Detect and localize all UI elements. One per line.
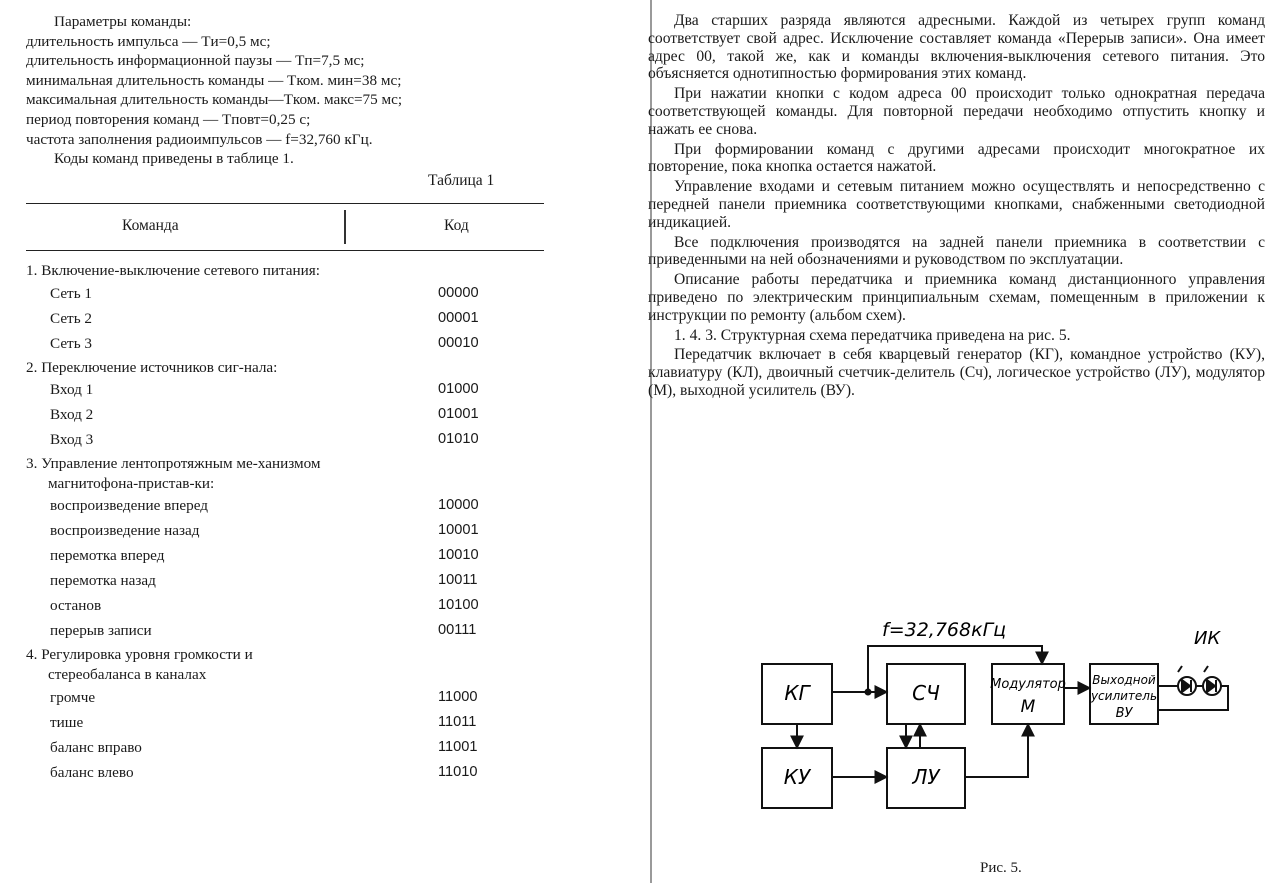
label-amp-1: Выходной	[1092, 673, 1156, 687]
label-kg: КГ	[784, 681, 810, 705]
table-row	[26, 306, 544, 331]
command-code: 10000	[438, 497, 479, 514]
table-row	[26, 710, 544, 735]
command-name: останов	[50, 597, 102, 615]
table-row	[26, 281, 544, 306]
table-caption: Таблица 1	[428, 172, 495, 189]
table-row	[26, 618, 544, 643]
command-name: баланс влево	[50, 763, 134, 781]
paragraph: Управление входами и сетевым питанием можно осуществлять и непосредственно с передней панели приемника соответствующими кнопками, снабженными светодиодной индикацией.	[648, 178, 1265, 231]
command-group-title: 4. Регулировка уровня громкости и стереобаланса в каналах	[26, 646, 253, 683]
command-code: 11011	[438, 713, 477, 730]
param-line: длительность импульса — Tи=0,5 мс;	[26, 32, 271, 50]
command-name: Сеть 1	[50, 284, 93, 302]
table-row	[26, 543, 544, 568]
label-modulator: Модулятор	[990, 677, 1066, 692]
paragraph: Описание работы передатчика и приемника команд дистанционного управления приведено по электрическим принципиальным схемам, помещенным в приложении к инструкции по ремонту (альбом схем).	[648, 271, 1265, 324]
command-name: Вход 1	[50, 381, 94, 399]
command-code: 10001	[438, 522, 479, 539]
command-code: 00000	[438, 284, 479, 301]
param-line: максимальная длительность команды—Tком. макс=75 мс;	[26, 91, 403, 109]
command-name: воспроизведение назад	[50, 522, 200, 540]
label-lu: ЛУ	[912, 765, 940, 789]
command-name: баланс вправо	[50, 738, 142, 756]
table-row	[26, 427, 544, 452]
label-modulator-m: М	[1020, 697, 1036, 717]
command-code: 11000	[438, 688, 478, 705]
command-name: перемотка вперед	[50, 547, 165, 565]
table-row	[26, 518, 544, 543]
table-header	[26, 204, 544, 250]
paragraph: Передатчик включает в себя кварцевый генератор (КГ), командное устройство (КУ), клавиатуру (КЛ), двоичный счетчик-делитель (Сч), логическое устройство (ЛУ), модулятор (М), выходной усилитель (ВУ).	[648, 346, 1265, 399]
command-parameters	[26, 12, 586, 169]
command-code: 00010	[438, 334, 479, 351]
params-heading: Параметры команды:	[54, 13, 192, 30]
table-row	[26, 493, 544, 518]
header-command: Команда	[122, 217, 179, 234]
command-name: перерыв записи	[50, 622, 152, 640]
param-line: длительность информационной паузы — Tп=7,5 мс;	[26, 52, 365, 70]
command-group-title: 2. Переключение источников сиг-нала:	[26, 358, 278, 376]
param-line: частота заполнения радиоимпульсов — f=32,760 кГц.	[26, 130, 373, 148]
label-amp-3: ВУ	[1115, 706, 1133, 721]
param-line: минимальная длительность команды — Tком. мин=38 мс;	[26, 71, 402, 89]
paragraph: 1. 4. 3. Структурная схема передатчика приведена на рис. 5.	[674, 326, 1071, 344]
body-text	[648, 12, 1265, 402]
command-name: тише	[50, 713, 84, 731]
figure-caption: Рис. 5.	[980, 860, 1022, 876]
command-code: 10011	[438, 572, 478, 589]
frequency-label: f=32,768кГц	[882, 619, 1007, 641]
table-row	[26, 402, 544, 427]
param-line: период повторения команд — Tповт=0,25 с;	[26, 110, 311, 128]
paragraph: При нажатии кнопки с кодом адреса 00 происходит только однократная передача соответствующей команды. Для повторной передачи необходимо отпустить кнопку и нажать ее снова.	[648, 85, 1265, 138]
command-code: 01000	[438, 381, 479, 398]
command-group-title: 3. Управление лентопротяжным ме-ханизмом магнитофона-пристав-ки:	[26, 455, 321, 492]
transmitter-block-diagram	[742, 612, 1262, 824]
header-divider	[344, 210, 346, 244]
command-code: 01001	[438, 406, 479, 423]
paragraph: Все подключения производятся на задней панели приемника в соответствии с приведенными на ней обозначениями и руководством по эксплуатации.	[648, 233, 1265, 269]
command-code: 10010	[438, 547, 479, 564]
table-row	[26, 760, 544, 785]
table-row	[26, 331, 544, 356]
paragraph: При формировании команд с другими адресами происходит многократное их повторение, пока кнопка остается нажатой.	[648, 140, 1265, 176]
table-body	[26, 251, 544, 785]
command-code: 10100	[438, 597, 479, 614]
param-line: Коды команд приведены в таблице 1.	[54, 150, 294, 168]
command-name: Вход 2	[50, 406, 94, 424]
paragraph: Два старших разряда являются адресными. Каждой из четырех групп команд соответствует свой адрес. Исключение составляет команда «Перерыв записи». Она имеет адрес 00, такой же, как и команды включения-выключения сетевого питания. Это объясняется однотипностью формирования этих команд.	[648, 12, 1265, 83]
command-name: перемотка назад	[50, 572, 156, 590]
command-code: 00111	[438, 622, 477, 639]
command-group-title: 1. Включение-выключение сетевого питания:	[26, 262, 320, 279]
command-code: 00001	[438, 309, 479, 326]
label-ku: КУ	[783, 765, 811, 789]
table-row	[26, 685, 544, 710]
command-name: громче	[50, 688, 96, 706]
table-row	[26, 568, 544, 593]
header-code: Код	[444, 217, 469, 234]
table-row	[26, 377, 544, 402]
table-row	[26, 735, 544, 760]
table-row	[26, 593, 544, 618]
command-name: воспроизведение вперед	[50, 497, 209, 515]
ik-label: ИК	[1194, 628, 1221, 649]
command-name: Сеть 3	[50, 334, 93, 352]
command-code: 01010	[438, 431, 479, 448]
command-code: 11001	[438, 738, 478, 755]
command-code: 11010	[438, 763, 478, 780]
label-sch: СЧ	[912, 681, 940, 705]
command-name: Вход 3	[50, 431, 94, 449]
commands-table	[26, 203, 544, 785]
command-name: Сеть 2	[50, 309, 93, 327]
label-amp-2: усилитель	[1090, 689, 1158, 703]
